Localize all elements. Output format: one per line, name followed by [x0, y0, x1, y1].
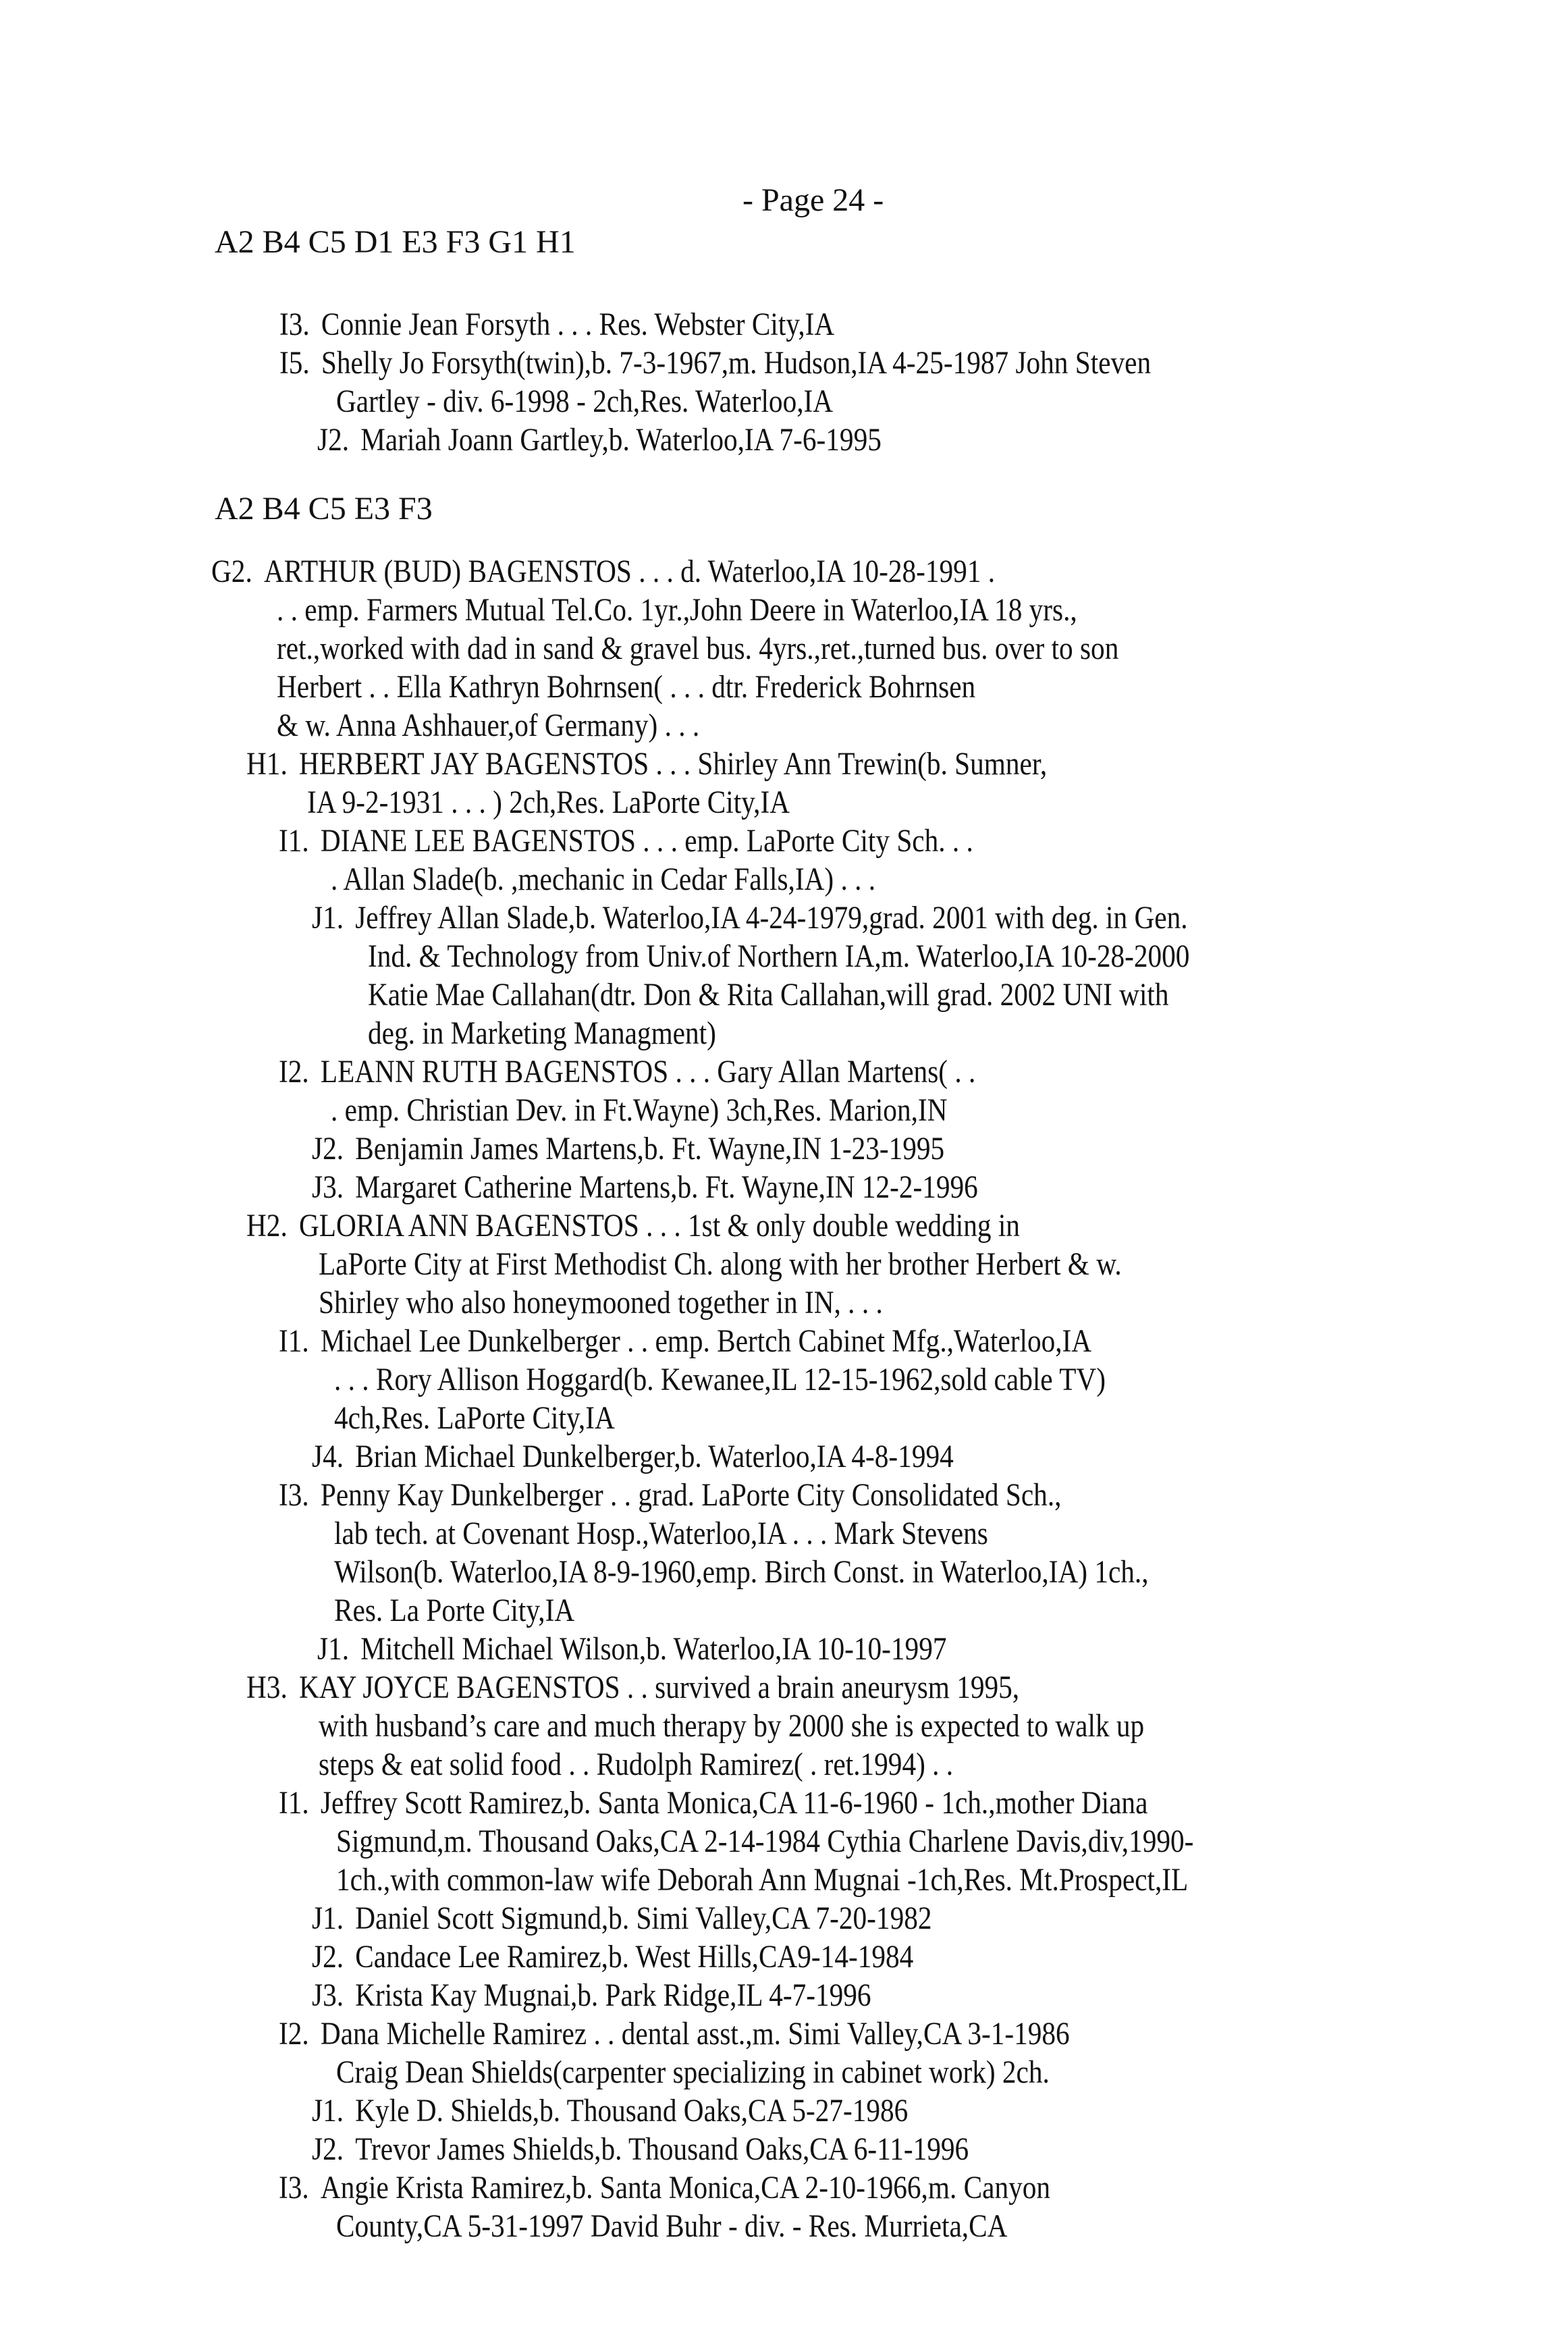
lineage-header-top: A2 B4 C5 D1 E3 F3 G1 H1 — [215, 224, 576, 260]
entry-line: I1. Michael Lee Dunkelberger . . emp. Bertch Cabinet Mfg.,Waterloo,IA — [279, 1323, 1092, 1359]
entry-line: 1ch.,with common-law wife Deborah Ann Mugnai -1ch,Res. Mt.Prospect,IL — [336, 1862, 1189, 1898]
entry-line: ret.,worked with dad in sand & gravel bus. 4yrs.,ret.,turned bus. over to son — [277, 631, 1119, 666]
entry-line: . emp. Christian Dev. in Ft.Wayne) 3ch,Res. Marion,IN — [331, 1092, 948, 1128]
entry-line: Shirley who also honeymooned together in IN, . . . — [319, 1285, 883, 1320]
entry-line: J1. Kyle D. Shields,b. Thousand Oaks,CA 5-27-1986 — [312, 2093, 909, 2129]
entry-line: County,CA 5-31-1997 David Buhr - div. - Res. Murrieta,CA — [336, 2208, 1008, 2244]
entry-line: with husband’s care and much therapy by 2000 she is expected to walk up — [319, 1708, 1145, 1744]
entry-line: . Allan Slade(b. ,mechanic in Cedar Falls,IA) . . . — [331, 861, 876, 897]
entry-line: lab tech. at Covenant Hosp.,Waterloo,IA . . . Mark Stevens — [334, 1516, 988, 1551]
entry-line: J1. Mitchell Michael Wilson,b. Waterloo,IA 10-10-1997 — [317, 1631, 947, 1667]
entry-line: J1. Jeffrey Allan Slade,b. Waterloo,IA 4-24-1979,grad. 2001 with deg. in Gen. — [312, 900, 1188, 936]
entry-line: IA 9-2-1931 . . . ) 2ch,Res. LaPorte City,IA — [307, 784, 790, 820]
entry-line: Wilson(b. Waterloo,IA 8-9-1960,emp. Birch Const. in Waterloo,IA) 1ch., — [334, 1554, 1149, 1590]
entry-line: Sigmund,m. Thousand Oaks,CA 2-14-1984 Cythia Charlene Davis,div,1990- — [336, 1823, 1194, 1859]
entry-line: I3. Connie Jean Forsyth . . . Res. Webster City,IA — [279, 306, 835, 342]
entry-line: LaPorte City at First Methodist Ch. along with her brother Herbert & w. — [319, 1246, 1122, 1282]
entry-line: J4. Brian Michael Dunkelberger,b. Waterloo,IA 4-8-1994 — [312, 1439, 954, 1474]
entry-line: J2. Mariah Joann Gartley,b. Waterloo,IA 7-6-1995 — [317, 422, 882, 458]
entry-line: J2. Benjamin James Martens,b. Ft. Wayne,IN 1-23-1995 — [312, 1131, 945, 1167]
entry-line: I2. LEANN RUTH BAGENSTOS . . . Gary Allan Martens( . . — [279, 1054, 976, 1090]
entry-line: . . emp. Farmers Mutual Tel.Co. 1yr.,John Deere in Waterloo,IA 18 yrs., — [277, 592, 1077, 628]
entry-line: H3. KAY JOYCE BAGENSTOS . . survived a brain aneurysm 1995, — [246, 1670, 1020, 1705]
entry-line: Ind. & Technology from Univ.of Northern IA,m. Waterloo,IA 10-28-2000 — [368, 938, 1190, 974]
entry-line: H2. GLORIA ANN BAGENSTOS . . . 1st & only double wedding in — [246, 1208, 1020, 1244]
entry-line: J1. Daniel Scott Sigmund,b. Simi Valley,CA 7-20-1982 — [312, 1900, 932, 1936]
entry-line: Craig Dean Shields(carpenter specializing in cabinet work) 2ch. — [336, 2054, 1050, 2090]
entry-line: J2. Trevor James Shields,b. Thousand Oaks,CA 6-11-1996 — [312, 2131, 969, 2167]
entry-line: I1. DIANE LEE BAGENSTOS . . . emp. LaPorte City Sch. . . — [279, 823, 973, 859]
entry-line: I1. Jeffrey Scott Ramirez,b. Santa Monica,CA 11-6-1960 - 1ch.,mother Diana — [279, 1785, 1148, 1821]
entry-line: 4ch,Res. LaPorte City,IA — [334, 1400, 615, 1436]
entry-line: & w. Anna Ashhauer,of Germany) . . . — [277, 708, 700, 743]
entry-line: Katie Mae Callahan(dtr. Don & Rita Callahan,will grad. 2002 UNI with — [368, 977, 1169, 1013]
entry-line: steps & eat solid food . . Rudolph Ramirez( . ret.1994) . . — [319, 1746, 954, 1782]
entry-line: I2. Dana Michelle Ramirez . . dental asst.,m. Simi Valley,CA 3-1-1986 — [279, 2016, 1070, 2052]
entry-line: Gartley - div. 6-1998 - 2ch,Res. Waterloo,IA — [336, 383, 834, 419]
entry-line: G2. ARTHUR (BUD) BAGENSTOS . . . d. Waterloo,IA 10-28-1991 . — [211, 554, 996, 589]
entry-line: I3. Angie Krista Ramirez,b. Santa Monica,CA 2-10-1966,m. Canyon — [279, 2170, 1051, 2206]
entry-line: I3. Penny Kay Dunkelberger . . grad. LaPorte City Consolidated Sch., — [279, 1477, 1062, 1513]
entry-line: deg. in Marketing Managment) — [368, 1015, 716, 1051]
entry-line: Herbert . . Ella Kathryn Bohrnsen( . . . dtr. Frederick Bohrnsen — [277, 669, 976, 705]
entry-line: . . . Rory Allison Hoggard(b. Kewanee,IL 12-15-1962,sold cable TV) — [334, 1362, 1106, 1397]
page-number: - Page 24 - — [742, 182, 884, 218]
entry-line: H1. HERBERT JAY BAGENSTOS . . . Shirley Ann Trewin(b. Sumner, — [246, 746, 1048, 782]
entry-line: J3. Margaret Catherine Martens,b. Ft. Wayne,IN 12-2-1996 — [312, 1169, 978, 1205]
entry-line: J3. Krista Kay Mugnai,b. Park Ridge,IL 4-7-1996 — [312, 1977, 871, 2013]
entry-line: J2. Candace Lee Ramirez,b. West Hills,CA9-14-1984 — [312, 1939, 914, 1975]
lineage-header-mid: A2 B4 C5 E3 F3 — [215, 491, 433, 527]
entry-line: Res. La Porte City,IA — [334, 1593, 575, 1628]
entry-line: I5. Shelly Jo Forsyth(twin),b. 7-3-1967,m. Hudson,IA 4-25-1987 John Steven — [279, 345, 1152, 381]
